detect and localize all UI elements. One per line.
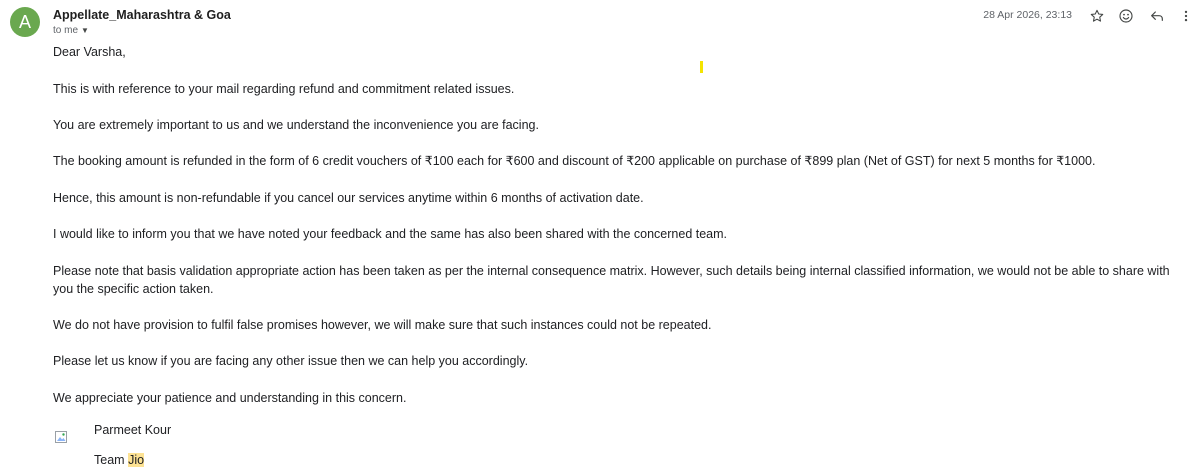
signature-team-prefix: Team xyxy=(94,453,125,467)
body-paragraph: You are extremely important to us and we understand the inconvenience you are facing. xyxy=(53,118,539,132)
star-button[interactable] xyxy=(1087,6,1107,26)
body-paragraph: Please let us know if you are facing any other issue then we can help you accordingly. xyxy=(53,354,529,368)
sender-avatar[interactable]: A xyxy=(10,7,40,37)
text-cursor-marker xyxy=(700,61,703,73)
body-paragraph: We appreciate your patience and understanding in this concern. xyxy=(53,391,407,405)
recipient-dropdown[interactable] xyxy=(53,25,89,36)
body-paragraph: Please note that basis validation appropriate action has been taken as per the internal consequence matrix. However, such details being internal classified information, we would not be able to share with you the specific action taken. xyxy=(53,264,1170,296)
recipient-label: to me xyxy=(53,25,79,36)
sender-name: Appellate_Maharashtra & Goa xyxy=(53,8,231,22)
body-paragraph: This is with reference to your mail regarding refund and commitment related issues. xyxy=(53,82,515,96)
message-timestamp: 28 Apr 2026, 23:13 xyxy=(983,9,1072,21)
chevron-down-icon: ▼ xyxy=(81,26,89,35)
star-icon xyxy=(1089,8,1105,24)
broken-image-icon xyxy=(55,431,67,443)
more-vert-icon xyxy=(1179,8,1193,24)
signature-team-name: Jio xyxy=(128,453,145,467)
body-paragraph: The booking amount is refunded in the form of 6 credit vouchers of ₹100 each for ₹600 and discount of ₹200 applicable on purchase of ₹899 plan (Net of GST) for next 5 months for ₹1000. xyxy=(53,154,1096,168)
signature-name: Parmeet Kour xyxy=(94,423,172,437)
greeting: Dear Varsha, xyxy=(53,45,126,59)
body-paragraph: I would like to inform you that we have noted your feedback and the same has also been shared with the concerned team. xyxy=(53,227,728,241)
reply-button[interactable] xyxy=(1147,6,1167,26)
more-options-button[interactable] xyxy=(1176,6,1196,26)
add-reaction-button[interactable] xyxy=(1116,6,1136,26)
emoji-icon xyxy=(1118,8,1134,24)
body-paragraph: We do not have provision to fulfil false promises however, we will make sure that such instances could not be repeated. xyxy=(53,318,712,332)
reply-icon xyxy=(1149,8,1165,24)
body-paragraph: Hence, this amount is non-refundable if you cancel our services anytime within 6 months of activation date. xyxy=(53,191,644,205)
signature-team xyxy=(94,451,144,469)
